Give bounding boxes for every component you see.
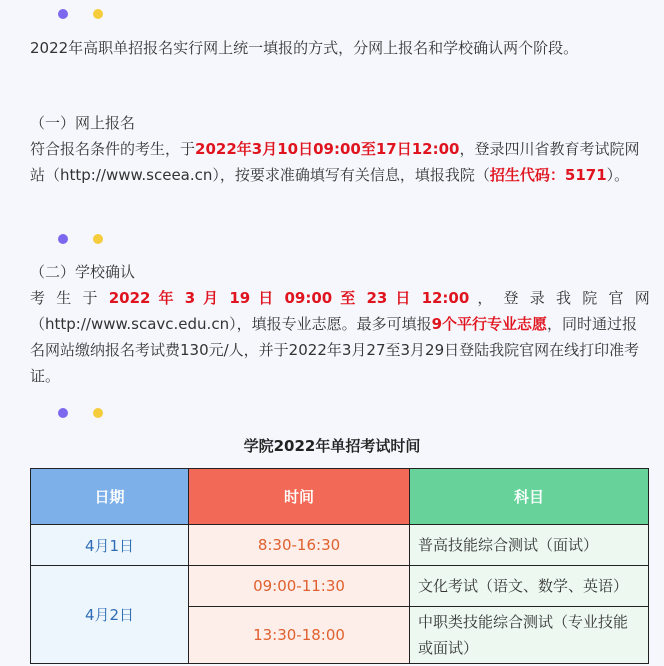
line1-word: 录 (529, 289, 549, 307)
date-cell: 4月2日 (31, 566, 189, 664)
section1-body: 符合报名条件的考生，于2022年3月10日09:00至17日12:00，登录四川省教育考试院网站（http://www.sceea.cn），按要求准确填写有关信息，填报我院（招生代码：5171）。 (30, 140, 640, 184)
time-cell: 8:30-16:30 (189, 525, 410, 566)
subject-cell: 普高技能综合测试（面试） (410, 525, 649, 566)
line1-word: 12:00 (421, 289, 470, 307)
decorative-dots-1 (58, 9, 108, 21)
date-cell: 4月1日 (31, 525, 189, 566)
section2-body: （http://www.scavc.edu.cn），填报专业志愿。最多可填报9个平行专业志愿，同时通过报名网站缴纳报名考试费130元/人，并于2022年3月27至3月29日登陆我院官网在线打印准考证。 (30, 315, 640, 385)
time-cell: 09:00-11:30 (189, 566, 410, 607)
table-row (31, 566, 649, 607)
section2-line1 (30, 285, 650, 311)
purple-dot-icon (58, 9, 68, 19)
line1-word: 官 (608, 289, 627, 307)
line1-word: 日 (395, 289, 414, 307)
section-school-confirmation (30, 259, 650, 389)
line1-word: 登 (503, 289, 522, 307)
table-header-row (31, 469, 649, 525)
enrollment-code-highlight: 招生代码：5171 (489, 166, 607, 184)
volunteer-count-highlight: 9个平行专业志愿 (431, 315, 548, 333)
purple-dot-icon (58, 234, 68, 244)
line1-word: 至 (340, 289, 359, 307)
yellow-dot-icon (93, 234, 103, 244)
table-title: 学院2022年单招考试时间 (243, 437, 421, 455)
decorative-dots-3 (58, 408, 108, 420)
line1-word: 日 (258, 289, 277, 307)
line1-word: 生 (56, 289, 75, 307)
line1-word: 23 (366, 289, 388, 307)
line1-word: ， (477, 289, 496, 307)
line1-word: 2022 (108, 289, 151, 307)
intro-paragraph: 2022年高职单招报名实行网上统一填报的方式，分网上报名和学校确认两个阶段。 (30, 39, 579, 57)
yellow-dot-icon (93, 9, 103, 19)
line1-word: 我 (556, 289, 575, 307)
registration-time-highlight: 2022年3月10日09:00至17日12:00 (195, 140, 460, 158)
table-row (31, 525, 649, 566)
header-time: 时间 (189, 469, 410, 525)
decorative-dots-2 (58, 234, 108, 246)
line1-word: 09:00 (284, 289, 333, 307)
line1-word: 月 (203, 289, 222, 307)
line1-word: 3 (184, 289, 196, 307)
header-date: 日期 (31, 469, 189, 525)
section-online-registration (30, 110, 650, 188)
yellow-dot-icon (93, 408, 103, 418)
line1-word: 院 (582, 289, 601, 307)
header-subject: 科目 (410, 469, 649, 525)
line1-word: 于 (82, 289, 101, 307)
subject-cell: 文化考试（语文、数学、英语） (410, 566, 649, 607)
line1-word: 年 (158, 289, 177, 307)
section1-heading: （一）网上报名 (30, 114, 136, 132)
section2-heading: （二）学校确认 (30, 263, 136, 281)
exam-schedule-table (30, 468, 649, 664)
line1-word: 考 (30, 289, 49, 307)
line1-word: 19 (229, 289, 251, 307)
subject-cell: 中职类技能综合测试（专业技能或面试） (410, 607, 649, 664)
time-cell: 13:30-18:00 (189, 607, 410, 664)
purple-dot-icon (58, 408, 68, 418)
line1-word: 网 (634, 289, 650, 307)
